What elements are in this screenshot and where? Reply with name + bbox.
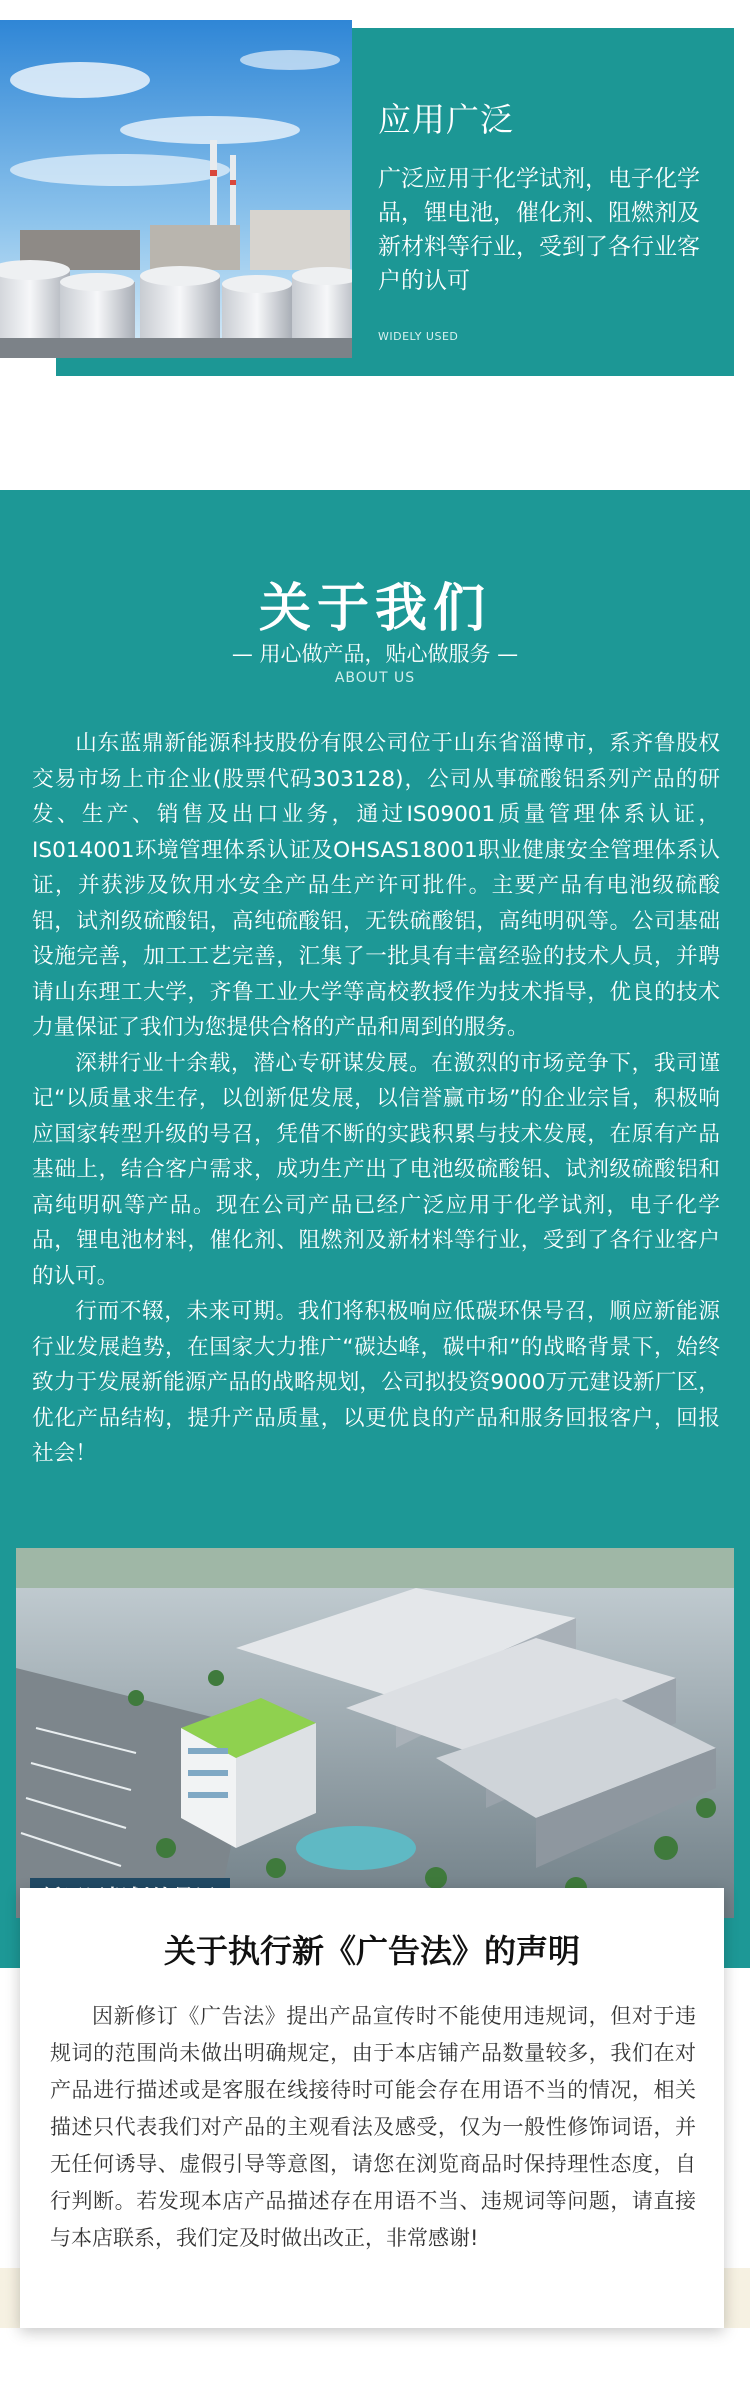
about-paragraph: 深耕行业十余载，潜心专研谋发展。在激烈的市场竞争下，我司谨记“以质量求生存，以创新促发展，以信誉赢市场”的企业宗旨，积极响应国家转型升级的号召，凭借不断的实践积累与技术发展，在原有产品基础上，结合客户需求，成功生产出了电池级硫酸铝、试剂级硫酸铝和高纯明矾等产品。现在公司产品已经广泛应用于化学试剂，电子化学品，锂电池材料，催化剂、阻燃剂及新材料等行业，受到了各行业客户的认可。 <box>32 1050 720 1289</box>
chemical-plant-photo <box>0 20 352 358</box>
about-us-slogan: — 用心做产品，贴心做服务 — <box>231 642 519 666</box>
statement-text: 因新修订《广告法》提出产品宣传时不能使用违规词，但对于违规词的范围尚未做出明确规定，由于本店铺产品数量较多，我们在对产品进行描述或是客服在线接待时可能会存在用语不当的情况，相关描述只代表我们对产品的主观看法及感受，仅为一般性修饰词语，并无任何诱导、虚假引导等意图，请您在浏览商品时保持理性态度，自行判断。若发现本店产品描述存在用语不当、违规词等问题，请直接与本店联系，我们定及时做出改正，非常感谢! <box>50 2004 696 2250</box>
new-plant-rendering <box>16 1548 734 1918</box>
statement-card <box>20 1888 724 2328</box>
widely-used-title: 应用广泛 <box>378 100 514 139</box>
about-us-section <box>0 490 750 1968</box>
statement-title: 关于执行新《广告法》的声明 <box>163 1932 580 1970</box>
widely-used-text: 广泛应用于化学试剂，电子化学品，锂电池，催化剂、阻燃剂及新材料等行业，受到了各行业客户的认可 <box>378 166 700 294</box>
about-paragraph: 山东蓝鼎新能源科技股份有限公司位于山东省淄博市，系齐鲁股权交易市场上市企业(股票代码303128)，公司从事硫酸铝系列产品的研发、生产、销售及出口业务，通过IS09001质量管理体系认证，IS014001环境管理体系认证及OHSAS18001职业健康安全管理体系认证，并获涉及饮用水安全产品生产许可批件。主要产品有电池级硫酸铝，试剂级硫酸铝，高纯硫酸铝，无铁硫酸铝，高纯明矾等。公司基础设施完善，加工工艺完善，汇集了一批具有丰富经验的技术人员，并聘请山东理工大学，齐鲁工业大学等高校教授作为技术指导，优良的技术力量保证了我们为您提供合格的产品和周到的服务。 <box>32 731 720 1040</box>
widely-used-subtitle-en: WIDELY USED <box>378 330 459 343</box>
about-us-body <box>32 726 720 1472</box>
about-us-title: 关于我们 <box>258 579 491 639</box>
about-us-subtitle-en: ABOUT US <box>334 670 416 686</box>
advertising-law-statement-section <box>0 1932 750 2388</box>
widely-used-section <box>0 0 750 490</box>
about-paragraph: 行而不辍，未来可期。我们将积极响应低碳环保号召，顺应新能源行业发展趋势，在国家大力推广“碳达峰，碳中和”的战略背景下，始终致力于发展新能源产品的战略规划，公司拟投资9000万元建设新厂区，优化产品结构，提升产品质量，以更优良的产品和服务回报客户，回报社会！ <box>32 1299 720 1466</box>
